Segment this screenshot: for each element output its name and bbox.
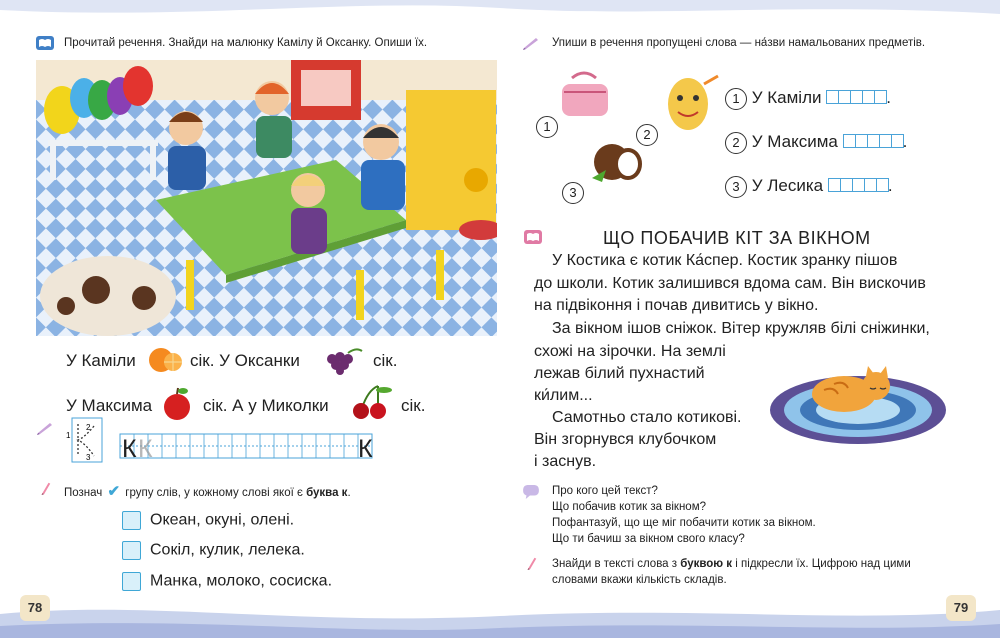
letter-writing-row xyxy=(64,416,376,466)
paragraph-3-line-2: Він згорнувся клубочком xyxy=(534,431,717,448)
cherries-icon xyxy=(348,384,394,420)
option-1-checkbox[interactable] xyxy=(122,511,141,530)
final-task-line-1 xyxy=(552,556,911,573)
book-icon xyxy=(36,36,54,50)
grapes-icon xyxy=(318,345,364,375)
final-task-line-2: словами вкажи кількість складів. xyxy=(552,574,727,586)
left-task xyxy=(64,484,351,501)
objects-illustration xyxy=(522,70,722,210)
paragraph-3-line-3: і заснув. xyxy=(534,453,597,470)
paragraph-2-line-3: лежав білий пухнастий xyxy=(534,365,705,382)
fill-item-2-text: У Максима xyxy=(751,132,838,151)
paragraph-2-line-4: ки́лим... xyxy=(534,387,593,404)
option-1[interactable] xyxy=(122,511,294,530)
option-3[interactable] xyxy=(122,572,332,591)
pic-label-1: 1 xyxy=(536,116,558,138)
letter-sample-1: К xyxy=(122,435,137,463)
fill-item-3-number: 3 xyxy=(725,176,747,198)
fill-item-1-text: У Каміли xyxy=(751,88,822,107)
fill-item-3-text: У Лесика xyxy=(751,176,824,195)
svg-text:1: 1 xyxy=(66,431,71,440)
pic-label-2: 2 xyxy=(636,124,658,146)
cafe-illustration xyxy=(36,60,497,336)
fill-item-2: 2 У Максима . xyxy=(725,132,907,154)
paragraph-2-line-2: схожі на зірочки. На землі xyxy=(534,343,726,360)
letter-sample-3: К xyxy=(358,435,373,463)
option-1-label: Океан, окуні, олені. xyxy=(150,511,295,529)
option-2-checkbox[interactable] xyxy=(122,541,141,560)
option-2[interactable] xyxy=(122,541,305,560)
fill-item-3: 3 У Лесика . xyxy=(725,176,893,198)
cat-on-rug-illustration xyxy=(768,350,948,450)
option-3-checkbox[interactable] xyxy=(122,572,141,591)
story-title: ЩО ПОБАЧИВ КІТ ЗА ВІКНОМ xyxy=(603,228,871,248)
sentence-1 xyxy=(66,351,136,371)
sentence-1-part-c: сік. xyxy=(373,351,398,370)
option-3-label: Манка, молоко, сосиска. xyxy=(150,572,333,590)
question-2: Що побачив котик за вікном? xyxy=(552,501,707,513)
left-task-middle: групу слів, у кожному слові якої є xyxy=(125,487,303,499)
fill-item-1-answer-cells[interactable] xyxy=(826,89,886,109)
fill-item-3-answer-cells[interactable] xyxy=(828,177,888,197)
pencil-hand-icon-right xyxy=(522,36,540,50)
sentence-2-part-b: сік. А у Миколки xyxy=(203,396,329,415)
book-icon-pink xyxy=(524,230,542,244)
page-number-right: 79 xyxy=(946,595,976,621)
sentence-1-part-b: сік. У Оксанки xyxy=(190,351,300,370)
paragraph-3-line-1: Самотньо стало котикові. xyxy=(552,409,742,426)
pen-icon xyxy=(36,481,54,495)
final-task-suffix: і підкресли їх. Цифрою над цими xyxy=(735,558,911,570)
pen-icon-right xyxy=(522,556,540,570)
right-instruction: Упиши в речення пропущені слова — на́зви намальованих предметів. xyxy=(552,37,926,49)
pencil-hand-icon xyxy=(36,421,54,435)
sentence-1-part-a: У Каміли xyxy=(66,351,136,370)
left-instruction: Прочитай речення. Знайди на малюнку Камілу й Оксанку. Опиши їх. xyxy=(64,37,428,49)
pic-label-3: 3 xyxy=(562,182,584,204)
final-task-prefix: Знайди в тексті слова з xyxy=(552,558,678,570)
page-number-left: 78 xyxy=(20,595,50,621)
speech-bubble-icon xyxy=(522,485,540,499)
option-2-label: Сокіл, кулик, лелека. xyxy=(150,541,305,559)
fill-item-1: 1 У Каміли . xyxy=(725,88,891,110)
fill-item-2-number: 2 xyxy=(725,132,747,154)
left-task-suffix: . xyxy=(347,487,351,499)
paragraph-1-line-3: на підвіконня і почав дивитись у вікно. xyxy=(534,297,819,314)
sentence-2-part-c: сік. xyxy=(401,396,426,415)
svg-text:2: 2 xyxy=(86,423,91,432)
paragraph-2-line-1: За вікном ішов сніжок. Вітер кружляв білі сніжинки, xyxy=(552,320,930,337)
fill-item-1-number: 1 xyxy=(725,88,747,110)
final-task-bold: буквою к xyxy=(680,558,733,570)
paragraph-1-line-2: до школи. Котик залишився вдома сам. Він вискочив xyxy=(534,275,926,292)
check-icon: ✔ xyxy=(107,483,121,500)
svg-text:3: 3 xyxy=(86,453,91,462)
left-task-bold: буква к xyxy=(306,487,348,499)
question-1: Про кого цей текст? xyxy=(552,485,658,497)
fill-item-2-answer-cells[interactable] xyxy=(843,133,903,153)
letter-sample-2: К xyxy=(138,435,153,463)
sentence-2-part-a: У Максима xyxy=(66,396,153,415)
orange-icon xyxy=(145,345,185,375)
question-4: Що ти бачиш за вікном свого класу? xyxy=(552,533,745,545)
question-3: Пофантазуй, що ще міг побачити котик за вікном. xyxy=(552,517,816,529)
left-task-prefix: Познач xyxy=(64,487,103,499)
paragraph-1-line-1: У Костика є котик Ка́спер. Костик зранку пішов xyxy=(552,252,898,269)
